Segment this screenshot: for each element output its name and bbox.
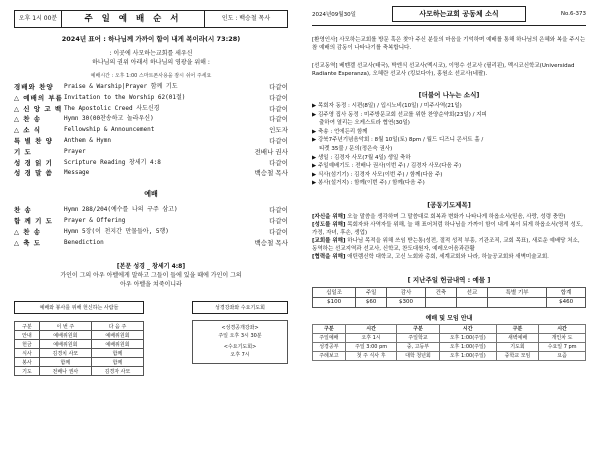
service-cell: 구분 <box>15 322 40 331</box>
scripture-box <box>14 262 288 289</box>
order-row <box>14 104 288 115</box>
prayer-subtitle: [공동기도제목] <box>427 200 471 209</box>
scripture-line-1: 가인이 그의 아우 아벨에게 말하고 그들이 들에 있을 때에 가인이 그의 <box>60 272 242 280</box>
order-item-person: 다같이 <box>269 93 288 102</box>
offering-value-row <box>313 297 586 307</box>
weekly-cell: 중, 고등부 <box>397 342 439 351</box>
offering-cell: 선교 <box>456 287 487 297</box>
lower-boxes <box>14 301 288 376</box>
news-date: 2024년09월30일 <box>312 12 356 18</box>
order-item-person: 백승철 목사 <box>254 169 288 178</box>
service-cell: 식사 <box>15 349 40 358</box>
offering-cell <box>456 297 487 307</box>
prayer-heading: [교회를 위해] <box>312 237 346 244</box>
news-subtitle: [더불어 나누는 소식] <box>418 91 480 99</box>
order-item-content: Prayer <box>64 147 86 155</box>
weekly-cell: 오후 1시 <box>345 333 397 342</box>
order-item-title: △ 소 식 <box>14 126 42 135</box>
service-row <box>15 331 144 340</box>
order-row <box>14 82 288 93</box>
order-of-worship-2 <box>14 205 288 248</box>
order-row <box>14 136 288 147</box>
service-cell: 헌금 <box>15 340 40 349</box>
weekly-cell: 기도회 <box>496 342 538 351</box>
weekly-cell: 성경공부 <box>313 342 346 351</box>
order-item-title: △ 찬 송 <box>14 227 42 236</box>
prayer-item <box>312 237 586 253</box>
calling-line-2: 하나님의 권위 아래서 하나님의 영광을 위해 : <box>92 59 210 66</box>
service-row <box>15 322 144 331</box>
service-cell: 예배위원회 <box>91 340 143 349</box>
order-item-content: Prayer & Offering <box>64 216 126 224</box>
worship-title: 주 일 예 배 순 서 <box>84 14 182 24</box>
prayer-item <box>312 213 586 221</box>
weekly-cell: 오후 1:00(주일) <box>439 351 496 360</box>
offering-cell: $460 <box>547 297 586 307</box>
order-item-content: Fellowship & Announcement <box>64 126 155 134</box>
order-item-content: Hymn 30(00찬송하고 놀라우신) <box>64 115 154 123</box>
order-item-content: Benediction <box>64 238 104 246</box>
prayer-body: 오늘 말씀을 생각하며 그 말씀대로 회복과 변화가 나타나게 하옵소서(믿음, 사랑, 성령 충만) <box>347 213 566 220</box>
order-row <box>14 114 288 125</box>
weekly-cell: 주일학교 <box>397 333 439 342</box>
order-item-person: 백승철 목사 <box>254 238 288 247</box>
offering-header-row <box>313 287 586 297</box>
meeting-box <box>192 301 288 376</box>
scripture-title: [본문 성경 _ 창세기 4:8] <box>116 263 186 271</box>
service-cell: 함께 <box>39 358 91 367</box>
service-cell: 안내 <box>15 331 40 340</box>
offering-cell: 감사 <box>387 287 426 297</box>
order-item-title: 성 경 말 씀 <box>14 169 53 178</box>
weekly-cell: 주일예배 <box>313 333 346 342</box>
weekly-header-cell: 구분 <box>496 324 538 333</box>
news-item: ▶ 생일 : 김경자 사모(7월 4일) 생일 축하 <box>312 154 411 161</box>
weekly-header-cell: 구분 <box>313 324 346 333</box>
service-cell: 함께 <box>91 349 143 358</box>
weekly-title: 예배 및 모임 안내 <box>425 314 473 322</box>
news-item: ▶ 식사(섬기기) : 김경자 사모(이번 주) / 함께(다음 주) <box>312 171 443 178</box>
service-row <box>15 367 144 376</box>
weekly-cell: 오후 1:00(주일) <box>439 342 496 351</box>
order-item-content: Invitation to the Worship 62(01절) <box>64 93 186 101</box>
service-cell: 예배위원회 <box>39 331 91 340</box>
service-row <box>15 358 144 367</box>
order-item-title: 기 도 <box>14 147 32 156</box>
offering-cell: 특별 기부 <box>488 287 547 297</box>
order-item-content: Message <box>64 169 90 177</box>
news-item: ▶ 강북7주년기념음악회 : 8월 10일(토) 8pm / 월드 디즈니 콘서트 홀 / <box>312 137 484 144</box>
service-cell: 예배위원회 <box>39 340 91 349</box>
order-item-content: Praise & Warship|Prayer 함께 기도 <box>64 83 178 90</box>
order-item-person: 다같이 <box>269 115 288 124</box>
service-cell: 김경치 사모 <box>39 349 91 358</box>
offering-cell <box>488 297 547 307</box>
order-item-content: Hymn 5장(이 천지간 만물들아, 5행) <box>64 227 169 235</box>
order-item-content: Scripture Reading 창세기 4:8 <box>64 158 161 166</box>
weekly-table <box>312 324 586 361</box>
weekly-header-cell: 시간 <box>539 324 586 333</box>
weekly-cell: 주일 3:00 pm <box>345 342 397 351</box>
news-item: ▶ 주일예배기도 : 전배나 권사(이번 주) / 김경자 사모(다음 주) <box>312 163 462 170</box>
news-item: 티켓 35불 / 문의(정은숙 권사) <box>312 145 393 152</box>
section-title: 예배 <box>144 190 158 199</box>
weekly-row <box>313 333 586 342</box>
weekly-row <box>313 351 586 360</box>
bulletin-right-page <box>300 0 600 464</box>
meeting-info <box>192 320 288 364</box>
order-item-title: △ 축 도 <box>14 238 42 247</box>
prayer-item <box>312 221 586 237</box>
offering-table <box>312 287 586 308</box>
offering-cell: $60 <box>356 297 387 307</box>
service-cell: 전배나 권사 <box>39 367 91 376</box>
order-item-person: 전배나 권사 <box>254 147 288 156</box>
service-cell: 기도 <box>15 367 40 376</box>
offering-cell: 주일 <box>356 287 387 297</box>
mission-paragraph: [선교동역] 베뗀겔 선교사(태국), 박엔식 선교사(멕시코), 이명수 선교사 (필리핀), 멕시코신학교(Universidad Radiante Esperanza), 오혜란 선교사 (킹보다아), 홍원소 선교사(네팔). <box>312 63 575 77</box>
weekly-cell: 주례보고 <box>313 351 346 360</box>
weekly-cell: 중학교 모임 <box>496 351 538 360</box>
weekly-cell: 오후 1:00(주일) <box>439 333 496 342</box>
offering-cell: 십일조 <box>313 287 356 297</box>
prayer-heading: [성도를 위해] <box>312 221 346 228</box>
order-item-content: Anthem & Hymn <box>64 136 111 144</box>
news-item: 출하여 열리는 오케스트라 협연(30일) <box>312 120 410 127</box>
prayer-heading: [협력을 위해] <box>312 253 346 260</box>
order-item-title: △ 예배의 부름 <box>14 93 63 102</box>
order-item-title: 특 별 찬 양 <box>14 136 53 145</box>
calling-line-1: : 이곳에 사모하는교회를 세우신 <box>109 50 193 57</box>
weekly-header-cell: 시간 <box>439 324 496 333</box>
order-item-title: △ 찬 송 <box>14 115 42 124</box>
prayer-list <box>312 213 586 261</box>
order-row <box>14 147 288 158</box>
weekly-cell: 첫 주 식사 후 <box>345 351 397 360</box>
prayer-body: 하나님 목적을 위해 쓰임 받는통(성전, 절적 성적 부흥, 기관조직, 교회 목표), 새로운 예배당 처소, 동역하는 선교지역과 선교사, 신학교, 찬도대원자, 예레오어음과관활 <box>312 237 580 252</box>
order-item-person: 다같이 <box>269 158 288 167</box>
order-row <box>14 238 288 249</box>
prayer-body: 목회자와 사역자들 위해, 늘 해 표어처럼 하나님을 가까이 함이 내게 복이 되게 하옵소서(영적 성도, 가정, 자녀, 후손, 생업) <box>312 221 583 236</box>
offering-cell: $100 <box>313 297 356 307</box>
order-item-title: 찬 송 <box>14 206 32 215</box>
offering-title: [ 지난주일 헌금내역 : 예물 ] <box>407 275 491 284</box>
welcome-paragraph: [환영인사] 사모하는교회를 방문 혹은 찾아 주신 분들의 마음을 기억하며 예배를 통해 하나님의 은혜와 복을 주시는 참 예배의 감동이 나타나기를 축복합니다. <box>312 37 586 51</box>
weekly-row <box>313 342 586 351</box>
prayer-body: 애틴렘신학 대학교, 고신 노회와 총회, 세계교회와 나라, 하늘공교회와 새벽미술교회. <box>347 253 549 260</box>
year-theme: 2024년 표어 : 하나님께 가까이 함이 내게 복이라(시 73:28) <box>61 35 241 43</box>
order-item-title: 성 경 읽 기 <box>14 158 53 167</box>
order-item-person: 다같이 <box>269 136 288 145</box>
service-row <box>15 349 144 358</box>
offering-cell: 건축 <box>425 287 456 297</box>
service-cell: 함께 <box>91 358 143 367</box>
weekly-cell: 대학 청년회 <box>397 351 439 360</box>
order-row <box>14 158 288 169</box>
meeting-line-3: <수요기도회> <box>223 344 257 351</box>
news-header <box>312 6 586 22</box>
order-item-person: 다같이 <box>269 216 288 225</box>
weekly-header-cell: 구분 <box>397 324 439 333</box>
weekly-cell: 수요일 7 pm <box>539 342 586 351</box>
order-item-title: △ 신 앙 고 백 <box>14 104 63 113</box>
prayer-item <box>312 253 586 261</box>
order-row <box>14 93 288 104</box>
order-of-worship <box>14 82 288 179</box>
order-item-person: 다같이 <box>269 104 288 113</box>
service-cell: 김경자 사모 <box>91 367 143 376</box>
service-row <box>15 340 144 349</box>
weekly-header-cell: 시간 <box>345 324 397 333</box>
header-rule <box>312 25 586 26</box>
phone-notice: 예배시간 : 오후 1:00 스마트폰사용을 잠시 쉬어 주세요 <box>90 73 212 79</box>
news-item: ▶ 김주영 집사 동정 : 미주방문교회 선교를 위한 찬양순약회(23일) / 지피 <box>312 111 487 118</box>
offering-cell <box>425 297 456 307</box>
order-item-title: 경배와 찬양 <box>14 83 54 91</box>
order-row <box>14 168 288 179</box>
weekly-cell: 개인차 도 <box>539 333 586 342</box>
weekly-cell: 새벽예배 <box>496 333 538 342</box>
worship-header <box>14 10 288 28</box>
weekly-header-row <box>313 324 586 333</box>
scripture-line-2: 아우 아벨을 쳐죽이니라 <box>120 281 182 289</box>
service-cell: 이 번 주 <box>39 322 91 331</box>
service-cell: 예배위원회 <box>91 331 143 340</box>
order-row <box>14 227 288 238</box>
meeting-line-1: <성경공개강좌> <box>221 325 259 332</box>
order-item-title: 함 께 기 도 <box>14 216 53 225</box>
order-item-content: The Apostolic Creed 사도신경 <box>64 104 160 112</box>
order-item-person: 다같이 <box>269 227 288 236</box>
service-cell: 봉사 <box>15 358 40 367</box>
meeting-line-4: 오후 7시 <box>230 351 250 358</box>
meeting-caption: 성경강좌와 수요기도회 <box>192 301 288 314</box>
issue-number: No.6-373 <box>560 11 586 17</box>
offering-cell: $300 <box>387 297 426 307</box>
service-table <box>14 321 144 376</box>
order-row <box>14 216 288 227</box>
news-item: ▶ 축송 : 언에든리 함께 <box>312 128 368 135</box>
service-caption: 예배와 봉사를 위해 헌신하는 사람들 <box>14 301 144 314</box>
service-box <box>14 301 144 376</box>
order-item-person: 다같이 <box>269 206 288 215</box>
order-item-person: 다같이 <box>269 83 288 91</box>
worship-leader: 인도 : 백승철 목사 <box>204 11 287 27</box>
meeting-line-2: 주일 오후 3시 30분 <box>218 332 262 339</box>
news-title: 사모하는교회 공동체 소식 <box>392 6 526 22</box>
weekly-cell: 요즘 <box>539 351 586 360</box>
service-cell: 다 음 주 <box>91 322 143 331</box>
news-list <box>312 102 586 188</box>
order-item-person: 인도자 <box>269 126 288 135</box>
order-row <box>14 205 288 216</box>
order-item-content: Hymn 288/204(예수를 나의 구주 삼고) <box>64 206 178 214</box>
news-item: ▶ 봉사(설거지) : 함께(이번 주) / 함께(다음 주) <box>312 180 425 187</box>
order-row <box>14 125 288 136</box>
news-item: ▶ 목회자 동정 : 시편(8일) / 입시노비(10일) / 미주사역(21일) <box>312 103 462 109</box>
prayer-heading: [자신을 위해] <box>312 213 346 220</box>
offering-cell: 합계 <box>547 287 586 297</box>
worship-time: 오후 1시 00분 <box>15 11 62 27</box>
